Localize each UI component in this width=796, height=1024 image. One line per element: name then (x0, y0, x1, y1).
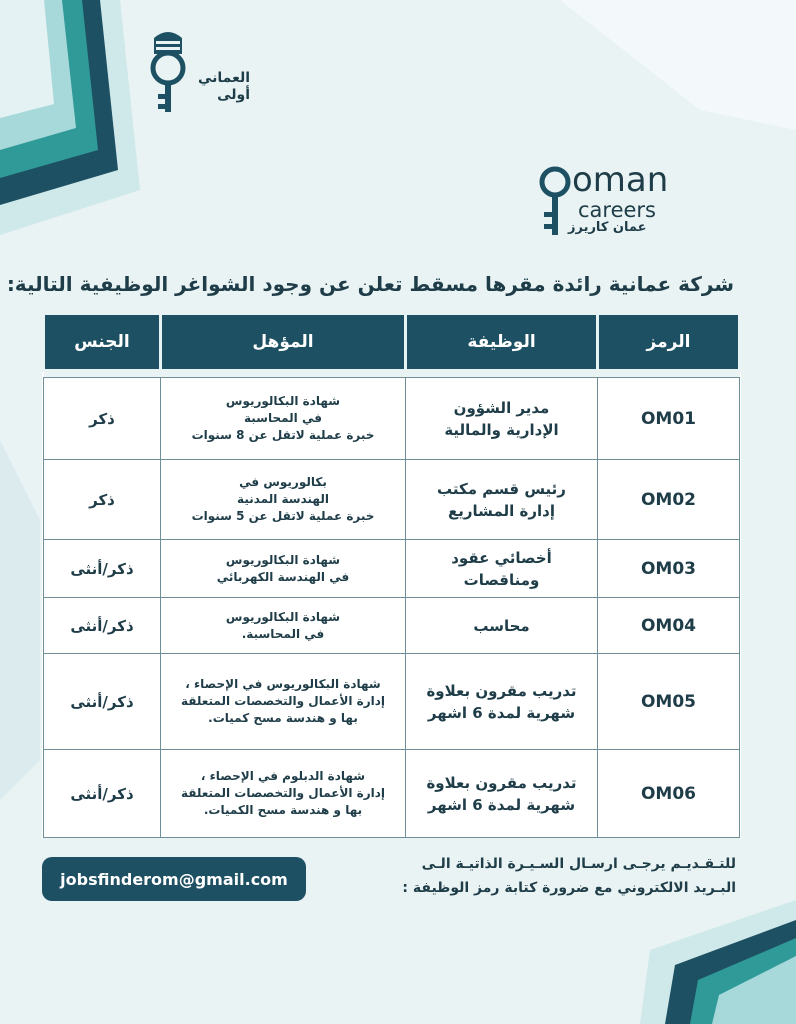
qualification-line: في الهندسة الكهربائي (216, 569, 350, 584)
qualification-line: شهادة البكالوريوس (225, 609, 341, 624)
application-instructions (402, 852, 736, 900)
qualification-line: بها و هندسة مسح الكميات. (203, 803, 363, 817)
instructions-line1: للتـقـديـم يرجـى ارسـال السـيـرة الذاتيـة الـى (421, 856, 736, 872)
qualification-line: شهادة البكالوريوس (225, 394, 341, 408)
qualification-line: شهادة البكالوريوس في الإحصاء ، (185, 677, 381, 691)
table-row (44, 378, 740, 460)
cell-job (406, 378, 598, 460)
qualification-line: خبرة عملية لاتقل عن 5 سنوات (191, 509, 375, 523)
job-line: شهرية لمدة 6 اشهر (427, 703, 576, 722)
cell-code: OM05 (598, 654, 740, 750)
cell-gender: ذكر (44, 378, 161, 460)
cell-gender: ذكر/أنثى (44, 750, 161, 838)
table-row (44, 540, 740, 598)
cell-code: OM02 (598, 460, 740, 540)
qualification-line: خبرة عملية لاتقل عن 8 سنوات (191, 428, 375, 442)
qualification-line: شهادة البكالوريوس (225, 552, 341, 567)
cell-code: OM03 (598, 540, 740, 598)
qualification-line: بكالوريوس في (239, 475, 327, 489)
qualification-line: شهادة الدبلوم في الإحصاء ، (200, 769, 366, 783)
qualification-line: بها و هندسة مسح كميات. (208, 711, 358, 725)
header-qualification: المؤهل (161, 314, 406, 371)
cell-code: OM01 (598, 378, 740, 460)
cell-job (406, 750, 598, 838)
qualification-line: إدارة الأعمال والتخصصات المتعلقة (180, 786, 386, 800)
table-header-row (44, 314, 740, 371)
oman-careers-logo-small: careers (578, 198, 657, 222)
oula-logo-line2: أولى (217, 87, 251, 103)
oman-careers-logo-big: oman (572, 160, 669, 200)
table-row (44, 654, 740, 750)
oman-careers-logo-arabic: عمان كاريرز (568, 220, 647, 235)
job-line: الإدارية والمالية (444, 420, 559, 439)
cell-qualification (161, 598, 406, 654)
qualification-line: إدارة الأعمال والتخصصات المتعلقة (180, 694, 386, 708)
oman-careers-logo (538, 162, 688, 242)
qualification-line: في المحاسبة. (241, 626, 325, 641)
cell-gender: ذكر/أنثى (44, 598, 161, 654)
job-line: تدريب مقرون بعلاوة (426, 681, 577, 700)
cell-gender: ذكر/أنثى (44, 654, 161, 750)
job-line: أخصائي عقود (451, 548, 552, 567)
job-line: رئيس قسم مكتب (437, 479, 566, 498)
email-address[interactable]: jobsfinderom@gmail.com (42, 857, 306, 901)
cell-qualification (161, 460, 406, 540)
cell-job (406, 598, 598, 654)
table-row (44, 460, 740, 540)
header-gender: الجنس (44, 314, 161, 371)
key-icon (538, 162, 572, 242)
cell-qualification (161, 750, 406, 838)
oula-logo (140, 28, 250, 123)
key-person-icon (140, 28, 196, 118)
oula-logo-line1: العماني (198, 70, 251, 86)
cell-gender: ذكر/أنثى (44, 540, 161, 598)
job-line: ومناقصات (463, 570, 540, 589)
header-code: الرمز (598, 314, 740, 371)
cell-job (406, 460, 598, 540)
cell-qualification (161, 540, 406, 598)
job-line: مدير الشؤون (453, 398, 550, 417)
cell-qualification (161, 378, 406, 460)
instructions-line2: البـريد الالكتروني مع ضرورة كتابة رمز الوظيفة : (402, 880, 736, 896)
cell-qualification (161, 654, 406, 750)
job-line: محاسب (473, 616, 530, 635)
qualification-line: في المحاسبة (244, 411, 322, 425)
cell-job (406, 654, 598, 750)
cell-gender: ذكر (44, 460, 161, 540)
job-line: تدريب مقرون بعلاوة (426, 773, 577, 792)
cell-code: OM06 (598, 750, 740, 838)
qualification-line: الهندسة المدنية (237, 492, 329, 506)
table-row (44, 598, 740, 654)
job-line: شهرية لمدة 6 اشهر (427, 795, 576, 814)
table-row (44, 750, 740, 838)
header-job: الوظيفة (406, 314, 598, 371)
announcement-intro: شركة عمانية رائدة مقرها مسقط تعلن عن وجود الشواغر الوظيفية التالية: (6, 272, 734, 296)
vacancies-table (42, 312, 741, 838)
cell-code: OM04 (598, 598, 740, 654)
cell-job (406, 540, 598, 598)
job-line: إدارة المشاريع (448, 501, 555, 520)
